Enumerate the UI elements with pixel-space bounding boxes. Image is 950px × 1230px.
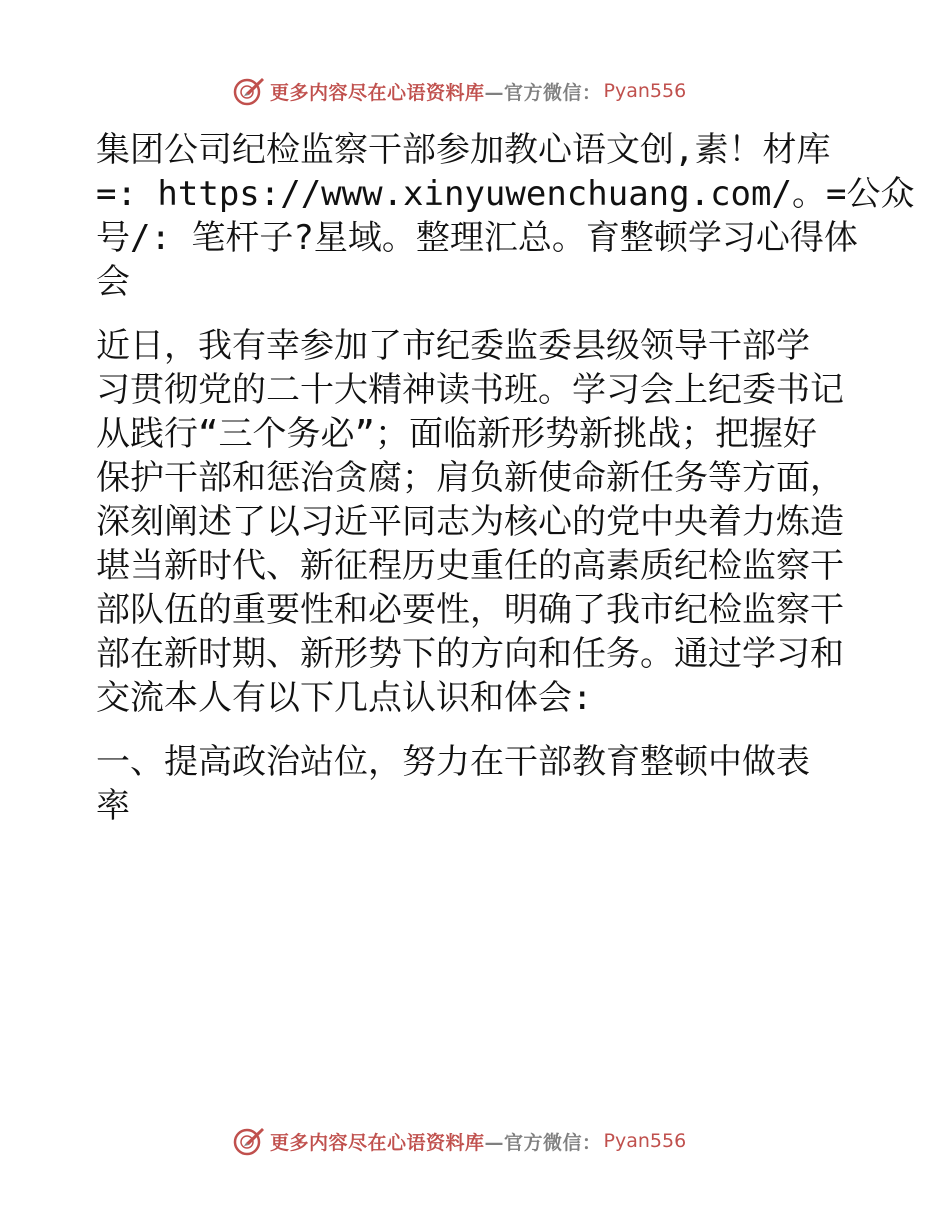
header-banner bbox=[232, 74, 686, 108]
paragraph-line: 部在新时期、新形势下的方向和任务。通过学习和 bbox=[96, 634, 844, 674]
footer-banner bbox=[232, 1124, 686, 1158]
paragraph-line: 近日，我有幸参加了市纪委监委县级领导干部学 bbox=[96, 326, 810, 366]
paragraph-line: 习贯彻党的二十大精神读书班。学习会上纪委书记 bbox=[96, 370, 844, 410]
section-heading-line: 一、提高政治站位，努力在干部教育整顿中做表 bbox=[96, 742, 810, 782]
title-line: 号/: 笔杆子?星域。整理汇总。育整顿学习心得体 bbox=[96, 218, 858, 258]
paragraph-line: 深刻阐述了以习近平同志为核心的党中央着力炼造 bbox=[96, 502, 844, 542]
paragraph-line: 交流本人有以下几点认识和体会: bbox=[96, 678, 593, 718]
title-line: =: https://www.xinyuwenchuang.com/。=公众 bbox=[96, 174, 915, 214]
section-heading-line: 率 bbox=[96, 786, 130, 826]
footer-banner-id: Pyan556 bbox=[603, 1130, 687, 1152]
header-banner-cn: 更多内容尽在心语资料库 bbox=[270, 81, 485, 104]
paragraph-line: 堪当新时代、新征程历史重任的高素质纪检监察干 bbox=[96, 546, 844, 586]
pen-logo-icon bbox=[232, 1124, 266, 1158]
footer-banner-dash: —官方微信： bbox=[484, 1131, 602, 1154]
title-line: 会 bbox=[96, 262, 130, 302]
footer-banner-cn: 更多内容尽在心语资料库 bbox=[270, 1131, 485, 1154]
paragraph-line: 从践行“三个务必”；面临新形势新挑战；把握好 bbox=[96, 414, 817, 454]
title-line: 集团公司纪检监察干部参加教心语文创,素！材库 bbox=[96, 130, 831, 170]
paragraph-line: 保护干部和惩治贪腐；肩负新使命新任务等方面， bbox=[96, 458, 844, 498]
paragraph-line: 部队伍的重要性和必要性，明确了我市纪检监察干 bbox=[96, 590, 844, 630]
header-banner-id: Pyan556 bbox=[603, 80, 687, 102]
pen-logo-icon bbox=[232, 74, 266, 108]
header-banner-dash: —官方微信： bbox=[484, 81, 602, 104]
document-body bbox=[96, 128, 915, 828]
